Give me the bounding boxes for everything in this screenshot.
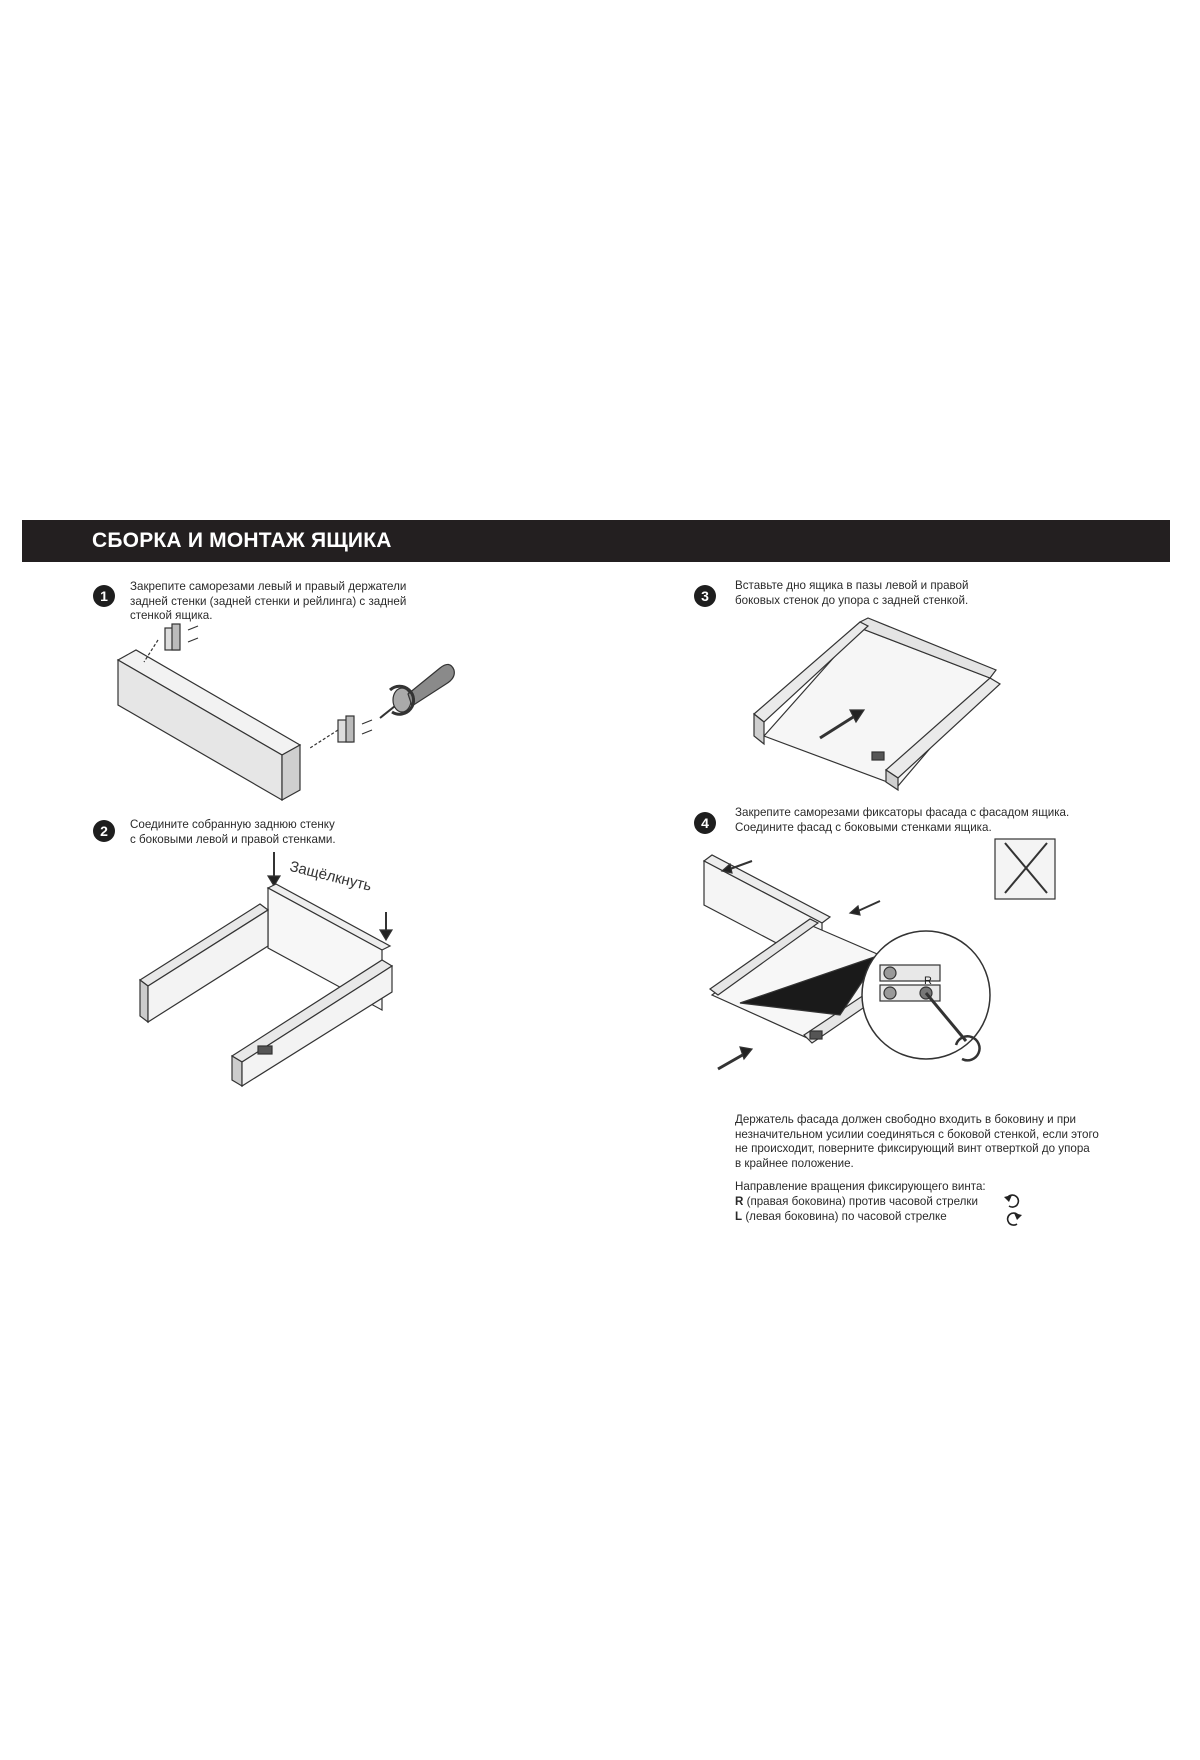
counterclockwise-icon (1004, 1193, 1022, 1209)
step-4-illustration (700, 845, 1040, 1095)
clockwise-icon (1004, 1211, 1022, 1227)
step-2-number: 2 (93, 820, 115, 842)
step-1-number: 1 (93, 585, 115, 607)
page-title: СБОРКА И МОНТАЖ ЯЩИКА (92, 529, 392, 552)
adjustment-note: Держатель фасада должен свободно входить в боковину и при незначительном усилии соединяться с боковой стенкой, если этого не происходит, поверните фиксирующий винт отверткой до упора в крайнее положение. (735, 1113, 1099, 1170)
step-2-illustration (140, 850, 410, 1090)
header-banner (22, 520, 1170, 562)
step-2-text: Соедините собранную заднюю стенку с боковыми левой и правой стенками. (130, 818, 336, 846)
rotation-left-letter: L (735, 1210, 743, 1223)
step-1-illustration (110, 620, 470, 800)
step-3-number: 3 (694, 585, 716, 607)
rotation-left-row (735, 1210, 947, 1225)
detail-marker: R (924, 975, 932, 987)
rotation-right-letter: R (735, 1195, 744, 1208)
step-3-text: Вставьте дно ящика в пазы левой и правой боковых стенок до упора с задней стенкой. (735, 579, 969, 607)
snap-label: Защёлкнуть (287, 858, 374, 895)
step-1-text: Закрепите саморезами левый и правый держатели задней стенки (задней стенки и рейлинга) с задней стенкой ящика. (130, 580, 407, 622)
step-4-text: Закрепите саморезами фиксаторы фасада с фасадом ящика. Соедините фасад с боковыми стенками ящика. (735, 806, 1070, 834)
rotation-left-text: (левая боковина) по часовой стрелке (742, 1210, 947, 1223)
rotation-right-text: (правая боковина) против часовой стрелки (743, 1195, 978, 1208)
rotation-right-row (735, 1195, 978, 1210)
step-3-illustration (750, 618, 1010, 790)
rotation-heading: Направление вращения фиксирующего винта: (735, 1180, 986, 1193)
step-4-number: 4 (694, 812, 716, 834)
